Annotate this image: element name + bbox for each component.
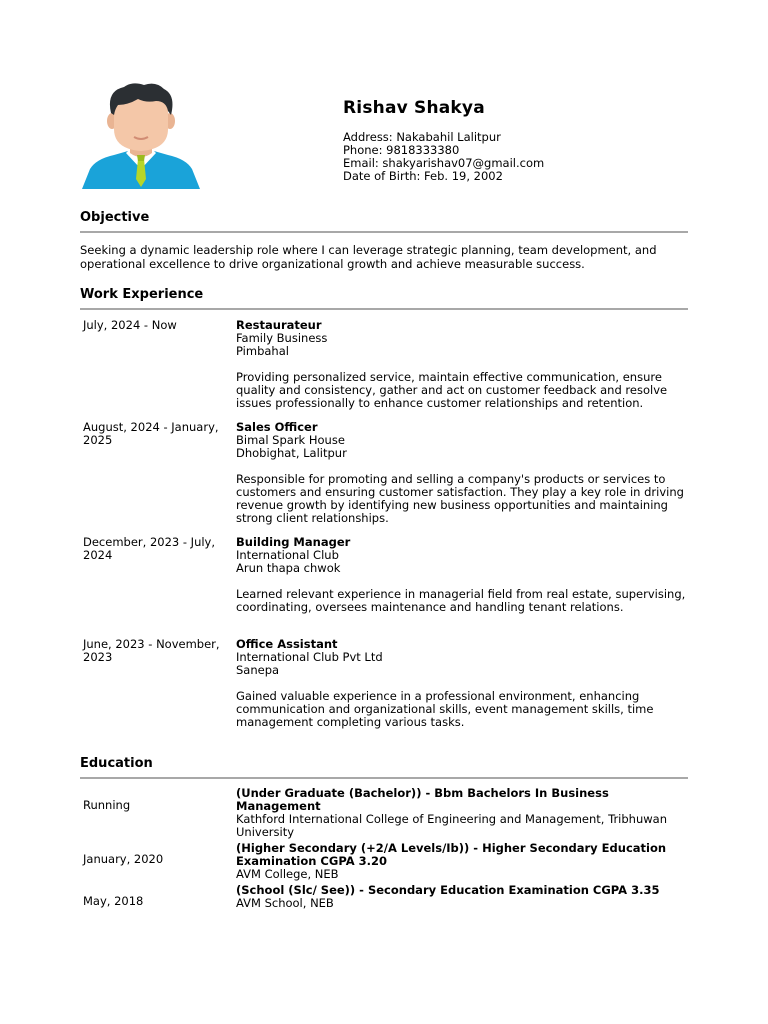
company-name: Bimal Spark House bbox=[236, 433, 345, 447]
job-description: Gained valuable experience in a professional environment, enhancing communication and organizational skills, event management skills, time management completing various tasks. bbox=[236, 689, 654, 729]
section-divider bbox=[80, 231, 688, 233]
job-description: Providing personalized service, maintain effective communication, ensure quality and consistency, gather and act on customer feedback and resolve issues professionally to enhance customer relationships and retention. bbox=[236, 370, 668, 410]
job-description: Responsible for promoting and selling a company's products or services to customers and ensuring customer satisfaction. They play a key role in driving revenue growth by identifying new business opportunities and maintaining strong client relationships. bbox=[236, 472, 684, 525]
job-location: Pimbahal bbox=[236, 344, 289, 358]
section-divider bbox=[80, 777, 688, 779]
education-date: January, 2020 bbox=[83, 852, 164, 866]
job-location: Dhobighat, Lalitpur bbox=[236, 446, 347, 460]
education-heading: Education bbox=[80, 756, 153, 771]
company-name: Family Business bbox=[236, 331, 328, 345]
address-text: Address: Nakabahil Lalitpur bbox=[343, 130, 501, 144]
work-date: July, 2024 - Now bbox=[83, 318, 177, 332]
dob-text: Date of Birth: Feb. 19, 2002 bbox=[343, 169, 503, 183]
school-name: AVM College, NEB bbox=[236, 867, 339, 881]
work-date: December, 2023 - July, 2024 bbox=[83, 535, 216, 562]
work-content bbox=[236, 536, 688, 614]
work-content bbox=[236, 319, 688, 410]
job-title: Office Assistant bbox=[236, 637, 338, 651]
school-name: Kathford International College of Engineering and Management, Tribhuwan University bbox=[236, 812, 667, 839]
job-location: Sanepa bbox=[236, 663, 280, 677]
section-divider bbox=[80, 308, 688, 310]
person-avatar-icon bbox=[82, 83, 200, 189]
work-content bbox=[236, 638, 688, 729]
job-title: Sales Officer bbox=[236, 420, 318, 434]
degree-title: (School (Slc/ See)) - Secondary Education Examination CGPA 3.35 bbox=[236, 883, 660, 897]
education-date: Running bbox=[83, 798, 131, 812]
school-name: AVM School, NEB bbox=[236, 896, 334, 910]
job-title: Building Manager bbox=[236, 535, 351, 549]
job-location: Arun thapa chwok bbox=[236, 561, 341, 575]
degree-title: (Under Graduate (Bachelor)) - Bbm Bachelors In Business Management bbox=[236, 786, 609, 813]
company-name: International Club Pvt Ltd bbox=[236, 650, 383, 664]
education-content bbox=[236, 884, 688, 910]
work-date: August, 2024 - January, 2025 bbox=[83, 420, 219, 447]
company-name: International Club bbox=[236, 548, 339, 562]
work-date: June, 2023 - November, 2023 bbox=[83, 637, 220, 664]
work-content bbox=[236, 421, 688, 525]
objective-text: Seeking a dynamic leadership role where I can leverage strategic planning, team development, and operational excellence to drive organizational growth and achieve measurable success. bbox=[80, 243, 657, 271]
education-content bbox=[236, 842, 688, 881]
phone-text: Phone: 9818333380 bbox=[343, 143, 460, 157]
job-description: Learned relevant experience in managerial field from real estate, supervising, coordinating, oversees maintenance and handling tenant relations. bbox=[236, 587, 686, 614]
objective-heading: Objective bbox=[80, 210, 150, 225]
education-content bbox=[236, 787, 688, 839]
person-name: Rishav Shakya bbox=[343, 98, 485, 118]
work-experience-heading: Work Experience bbox=[80, 287, 204, 302]
education-date: May, 2018 bbox=[83, 894, 144, 908]
job-title: Restaurateur bbox=[236, 318, 322, 332]
contact-info bbox=[343, 131, 544, 183]
degree-title: (Higher Secondary (+2/A Levels/Ib)) - Higher Secondary Education Examination CGPA 3.20 bbox=[236, 841, 667, 868]
email-text: Email: shakyarishav07@gmail.com bbox=[343, 156, 545, 170]
